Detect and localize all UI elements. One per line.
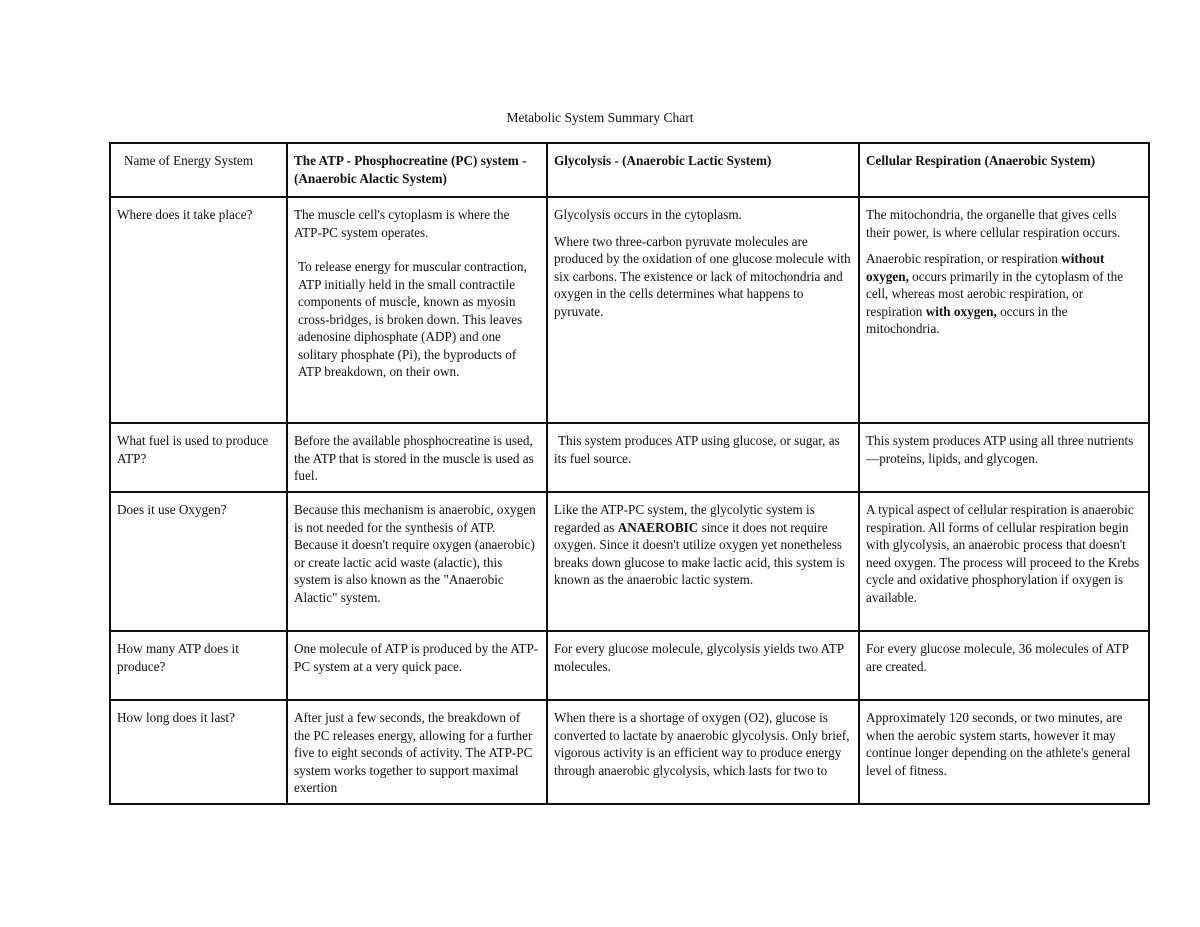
cell-oxygen-glycolysis xyxy=(547,492,859,631)
cell-oxygen-cellular: A typical aspect of cellular respiration is anaerobic respiration. All forms of cellular respiration begin with glycolysis, an anaerobic process that doesn't need oxygen. The process will proceed to the Krebs cycle and oxidative phosphorylation if oxygen is available. xyxy=(859,492,1149,631)
cell-atp-count-glycolysis: For every glucose molecule, glycolysis yields two ATP molecules. xyxy=(547,631,859,700)
cell-atp-count-atp-pc: One molecule of ATP is produced by the ATP-PC system at a very quick pace. xyxy=(287,631,547,700)
table-row xyxy=(110,423,1149,492)
text-run: since it does not require oxygen. Since it doesn't utilize oxygen yet nonetheless breaks down glucose to make lactic acid, this system is known as the anaerobic lactic system. xyxy=(554,519,845,587)
bold-text-run: with oxygen, xyxy=(925,303,997,319)
text-run: occurs primarily in the cytoplasm of the cell, whereas most aerobic respiration, or respiration xyxy=(866,268,1124,319)
bold-text-run: ANAEROBIC xyxy=(617,519,699,535)
cell-duration-glycolysis: When there is a shortage of oxygen (O2), glucose is converted to lactate by anaerobic glycolysis. Only brief, vigorous activity is an efficient way to produce energy through anaerobic glycolysis, which lasts for two to xyxy=(547,700,859,804)
header-energy-system-name: Name of Energy System xyxy=(110,143,287,197)
header-glycolysis: Glycolysis - (Anaerobic Lactic System) xyxy=(547,143,859,197)
cell-paragraph: The muscle cell's cytoplasm is where the ATP-PC system operates. xyxy=(294,207,510,240)
cell-oxygen-atp-pc: Because this mechanism is anaerobic, oxygen is not needed for the synthesis of ATP. Because it doesn't require oxygen (anaerobic) or create lactic acid waste (alactic), this system is also known as the "Anaerobic Alactic" system. xyxy=(287,492,547,631)
page-title: Metabolic System Summary Chart xyxy=(506,110,694,125)
cell-where-atp-pc xyxy=(287,197,547,423)
table-row xyxy=(110,631,1149,700)
cell-where-glycolysis xyxy=(547,197,859,423)
cell-atp-count-cellular: For every glucose molecule, 36 molecules of ATP are created. xyxy=(859,631,1149,700)
header-atp-pc-system: The ATP - Phosphocreatine (PC) system - (Anaerobic Alactic System) xyxy=(287,143,547,197)
table-row xyxy=(110,197,1149,423)
text-run: Anaerobic respiration, or respiration xyxy=(866,251,1062,266)
cell-paragraph: Where two three-carbon pyruvate molecules are produced by the oxidation of one glucose molecule with six carbons. The existence or lack of mitochondria and oxygen in the cells determines what happens to pyruvate. xyxy=(554,233,851,319)
table-row xyxy=(110,492,1149,631)
cell-fuel-atp-pc: Before the available phosphocreatine is used, the ATP that is stored in the muscle is used as fuel. xyxy=(287,423,547,492)
row-label-fuel: What fuel is used to produce ATP? xyxy=(110,423,287,492)
text-run: Like the ATP-PC system, the glycolytic system is regarded as xyxy=(554,502,815,535)
cell-duration-atp-pc: After just a few seconds, the breakdown of the PC releases energy, allowing for a further five to eight seconds of activity. The ATP-PC system works together to support maximal exertion xyxy=(287,700,547,804)
row-label-atp-count: How many ATP does it produce? xyxy=(110,631,287,700)
cell-fuel-cellular: This system produces ATP using all three nutrients—proteins, lipids, and glycogen. xyxy=(859,423,1149,492)
cell-fuel-glycolysis xyxy=(547,423,859,492)
cell-paragraph: The mitochondria, the organelle that gives cells their power, is where cellular respiration occurs. xyxy=(866,207,1121,240)
summary-table xyxy=(109,142,1150,805)
cell-paragraph xyxy=(866,250,1141,338)
cell-paragraph: To release energy for muscular contraction, ATP initially held in the small contractile components of muscle, known as myosin cross-bridges, is broken down. This leaves adenosine diphosphate (ADP) and one solitary phosphate (Pi), the byproducts of ATP breakdown, on their own. xyxy=(298,259,527,379)
row-label-duration: How long does it last? xyxy=(110,700,287,804)
row-label-oxygen: Does it use Oxygen? xyxy=(110,492,287,631)
cell-duration-cellular: Approximately 120 seconds, or two minutes, are when the aerobic system starts, however it may continue longer depending on the athlete's general level of fitness. xyxy=(859,700,1149,804)
table-header-row xyxy=(110,143,1149,197)
cell-paragraph: Glycolysis occurs in the cytoplasm. xyxy=(554,207,742,222)
text-run: occurs in the mitochondria. xyxy=(866,303,1068,336)
header-cellular-respiration: Cellular Respiration (Anaerobic System) xyxy=(859,143,1149,197)
cell-where-cellular xyxy=(859,197,1149,423)
row-label-where: Where does it take place? xyxy=(110,197,287,423)
bold-text-run: without oxygen, xyxy=(866,251,1105,284)
cell-text: This system produces ATP using glucose, or sugar, as its fuel source. xyxy=(554,433,840,466)
table-row xyxy=(110,700,1149,804)
